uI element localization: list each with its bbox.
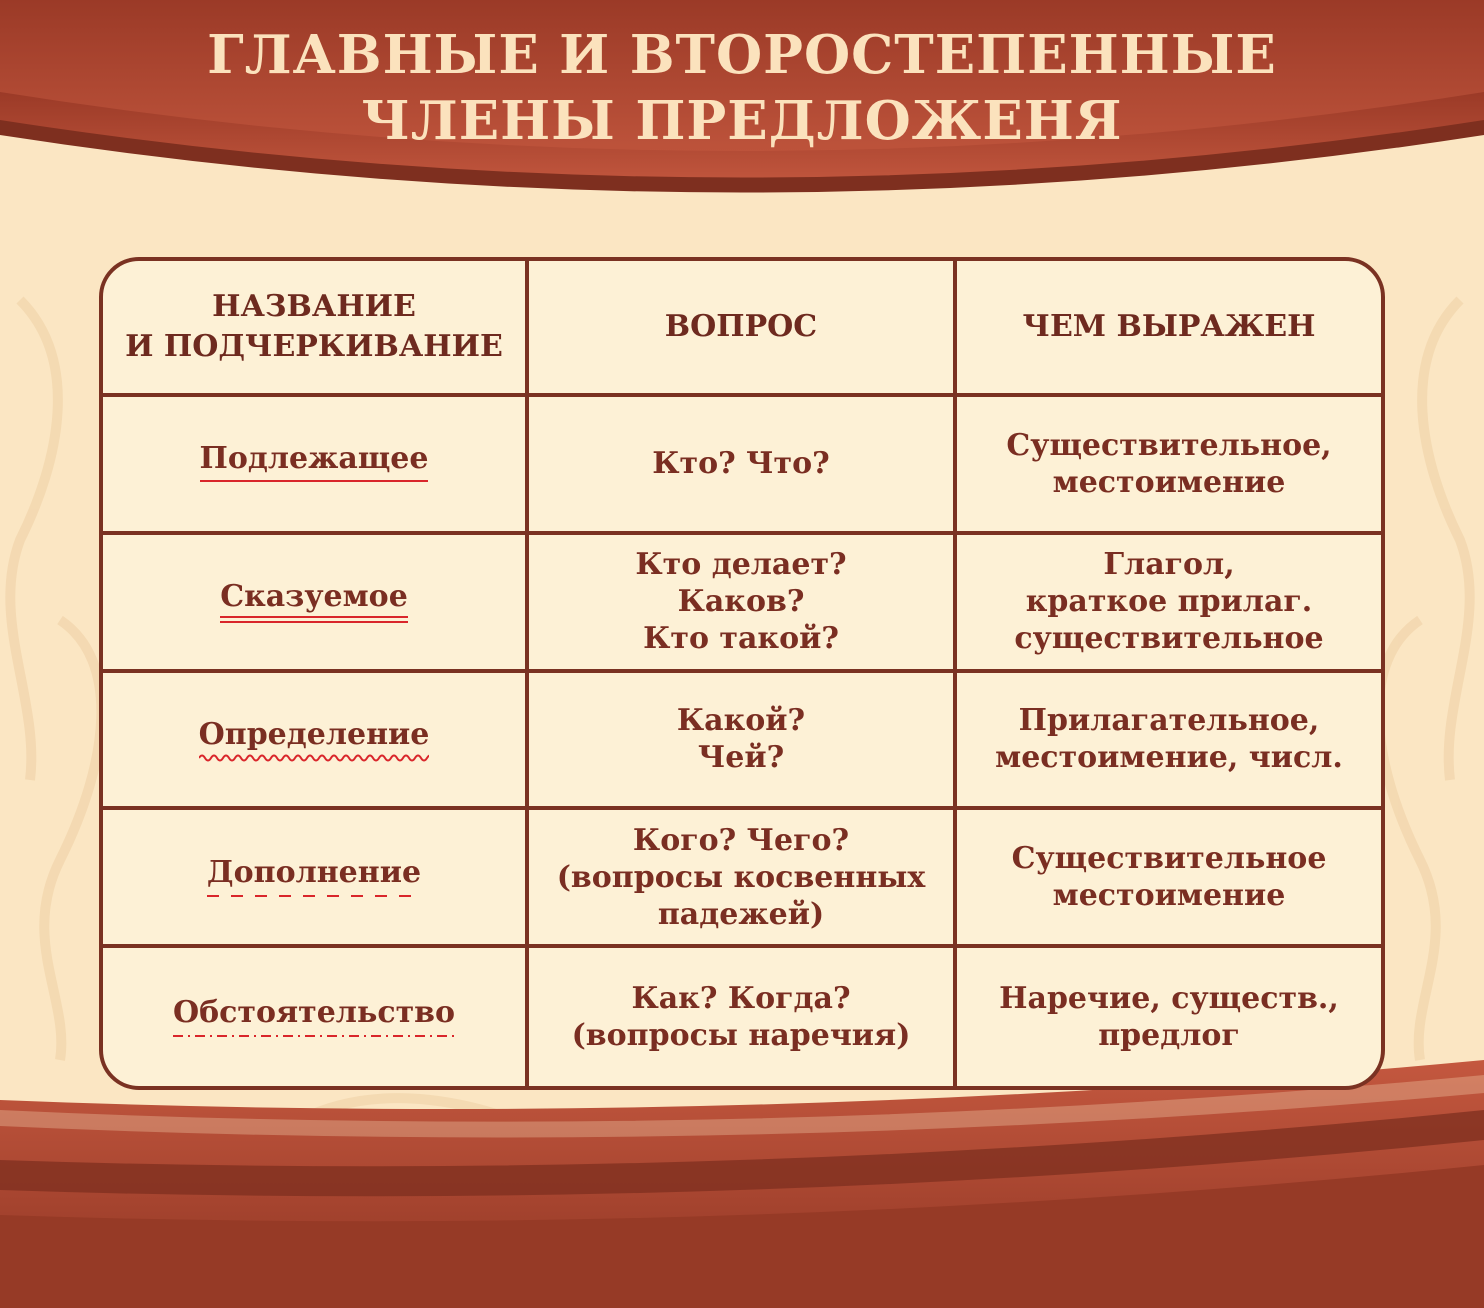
wavy-underline (199, 753, 430, 763)
title-line-1: ГЛАВНЫЕ И ВТОРОСТЕПЕННЫЕ (207, 24, 1277, 86)
row-question-cell (529, 948, 957, 1086)
question-line: Кто делает? (635, 547, 847, 583)
header-name-underline (103, 261, 529, 397)
row-question-cell (529, 673, 957, 811)
expressed-line: существительное (1014, 621, 1324, 657)
expressed-line: Существительное (1011, 841, 1327, 877)
sentence-member-name (173, 994, 455, 1041)
expressed-line: Глагол, (1103, 547, 1235, 583)
sentence-member-label: Определение (198, 716, 430, 752)
expressed-line: местоимение (1052, 464, 1286, 500)
expressed-line: местоимение, числ. (995, 740, 1343, 776)
row-question-cell (529, 397, 957, 535)
sentence-member-name (207, 854, 421, 901)
sentence-member-label: Сказуемое (220, 579, 408, 615)
expressed-line: краткое прилаг. (1025, 584, 1313, 620)
expressed-line: Существительное, (1006, 427, 1332, 463)
row-expressed-cell (957, 948, 1381, 1086)
header-col3-label: ЧЕМ ВЫРАЖЕН (1022, 309, 1316, 344)
dashed-underline (207, 891, 421, 901)
question-line: Каков? (677, 584, 805, 620)
question-line: падежей) (657, 896, 825, 932)
header-col1-line2: И ПОДЧЕРКИВАНИЕ (125, 329, 503, 364)
sentence-member-label: Подлежащее (199, 441, 429, 477)
sentence-member-label: Обстоятельство (172, 994, 456, 1030)
sentence-member-label: Дополнение (206, 854, 422, 890)
expressed-line: Наречие, существ., (999, 981, 1339, 1017)
row-name-cell (103, 673, 529, 811)
sentence-member-name (220, 578, 408, 625)
row-name-cell (103, 397, 529, 535)
double-underline (220, 615, 408, 625)
question-line: Кто такой? (643, 621, 839, 657)
expressed-line: местоимение (1052, 878, 1286, 914)
row-expressed-cell (957, 810, 1381, 948)
single-underline (200, 477, 429, 487)
sentence-members-table (99, 257, 1385, 1090)
header-expressed-by (957, 261, 1381, 397)
row-expressed-cell (957, 673, 1381, 811)
question-line: (вопросы косвенных (556, 859, 926, 895)
row-name-cell (103, 535, 529, 673)
question-line: Кого? Чего? (632, 822, 850, 858)
question-line: (вопросы наречия) (571, 1018, 911, 1054)
sentence-member-name (199, 716, 430, 763)
question-line: Какой? (676, 703, 806, 739)
row-question-cell (529, 535, 957, 673)
header-question (529, 261, 957, 397)
title-line-2: ЧЛЕНЫ ПРЕДЛОЖЕНЯ (361, 90, 1123, 152)
header-col2-label: ВОПРОС (664, 309, 818, 344)
sentence-member-name (200, 440, 429, 487)
row-expressed-cell (957, 397, 1381, 535)
row-question-cell (529, 810, 957, 948)
expressed-line: Прилагательное, (1018, 703, 1320, 739)
row-expressed-cell (957, 535, 1381, 673)
question-line: Чей? (697, 740, 785, 776)
row-name-cell (103, 948, 529, 1086)
dash-dot-underline (173, 1031, 455, 1041)
table-grid (103, 261, 1381, 1086)
header-col1-line1: НАЗВАНИЕ (212, 289, 416, 324)
row-name-cell (103, 810, 529, 948)
expressed-line: предлог (1098, 1018, 1240, 1054)
question-line: Кто? Что? (652, 446, 830, 482)
question-line: Как? Когда? (631, 981, 851, 1017)
page-title (0, 22, 1484, 154)
